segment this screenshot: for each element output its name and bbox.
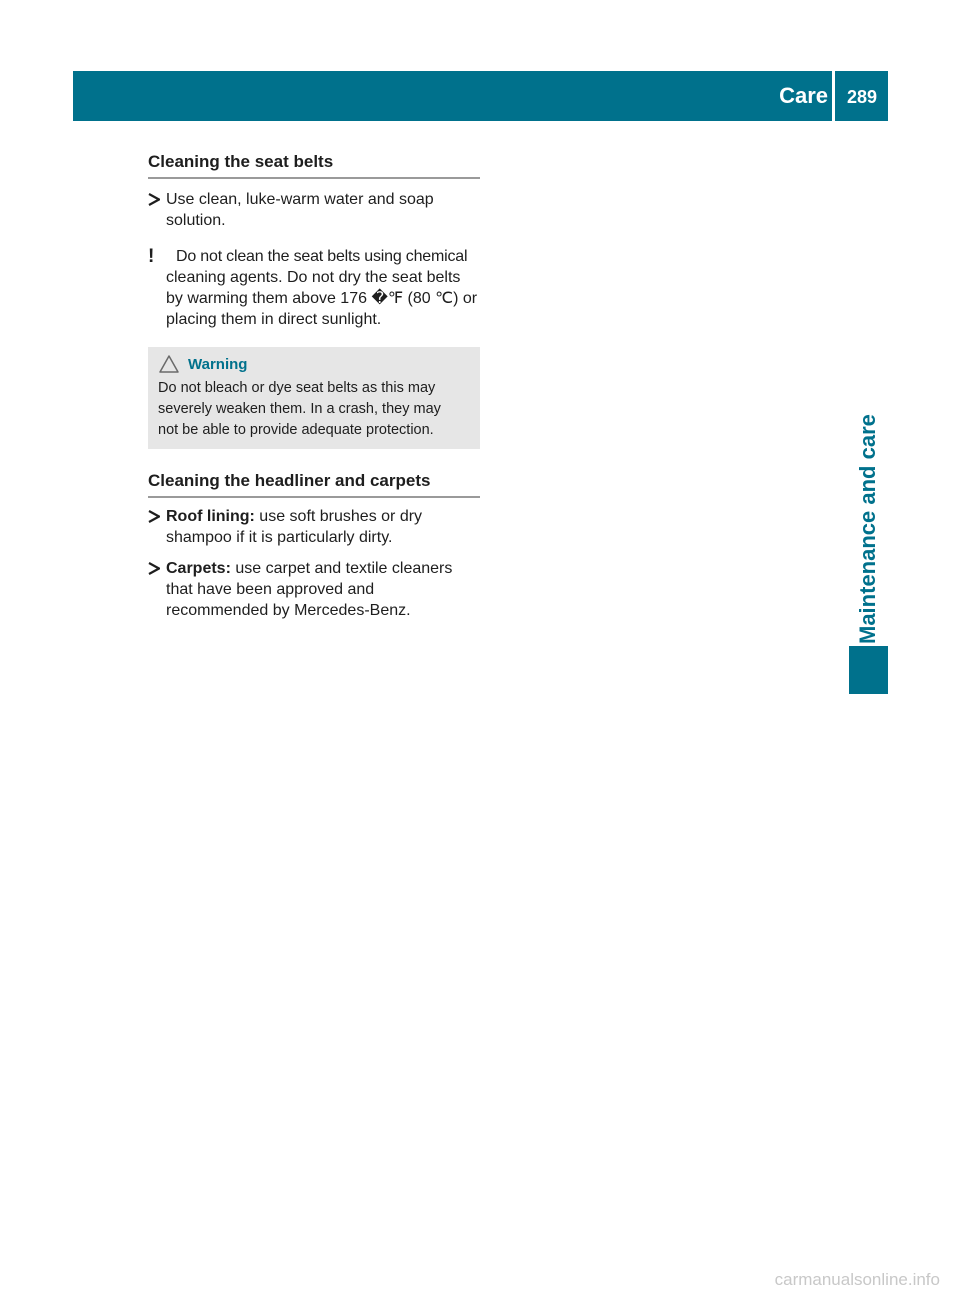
- section-heading-headliner-carpets: Cleaning the headliner and carpets: [148, 467, 480, 498]
- section-title: Care: [779, 83, 828, 108]
- warning-text-line: not be able to provide adequate protection.: [158, 422, 434, 438]
- step-text-line: that have been approved and: [166, 581, 375, 598]
- step-text-line: shampoo if it is particularly dirty.: [166, 529, 393, 546]
- chapter-tab-marker: [849, 646, 888, 694]
- step-text: use carpet and textile cleaners: [230, 560, 453, 577]
- warning-header: [158, 353, 470, 375]
- instruction-step: [148, 506, 480, 548]
- caution-note: [148, 246, 480, 330]
- content-column: [148, 148, 480, 621]
- note-text-line: placing them in direct sunlight.: [166, 311, 382, 328]
- instruction-step: [148, 558, 480, 621]
- step-text-line: [166, 558, 480, 579]
- warning-text-line: severely weaken them. In a crash, they may: [158, 401, 441, 417]
- chapter-tab-label: Maintenance and care: [855, 414, 880, 644]
- warning-triangle-icon: [158, 354, 180, 374]
- header-divider: [832, 71, 835, 121]
- exclamation-icon: !: [148, 246, 155, 267]
- note-text-line: cleaning agents. Do not dry the seat belts: [166, 269, 461, 286]
- note-text-line: by warming them above 176 �℉ (80 ℃) or: [166, 290, 478, 307]
- arrow-right-icon: [148, 510, 160, 523]
- page-number: 289: [846, 87, 878, 107]
- step-label: Roof lining:: [166, 508, 255, 525]
- watermark: carmanualsonline.info: [774, 1270, 940, 1289]
- step-label: Carpets:: [166, 560, 231, 577]
- arrow-right-icon: [148, 562, 160, 575]
- warning-box: [148, 347, 480, 449]
- arrow-right-icon: [148, 193, 160, 206]
- step-text-line: recommended by Mercedes-Benz.: [166, 602, 411, 619]
- note-text-line: Do not clean the seat belts using chemical: [176, 248, 468, 265]
- warning-title: Warning: [188, 355, 248, 373]
- step-text-line: solution.: [166, 212, 226, 229]
- step-text-line: Use clean, luke-warm water and soap: [166, 191, 434, 208]
- step-text-line: [166, 506, 480, 527]
- step-text: use soft brushes or dry: [254, 508, 423, 525]
- section-heading-seat-belts: Cleaning the seat belts: [148, 148, 480, 179]
- warning-text-line: Do not bleach or dye seat belts as this may: [158, 380, 436, 396]
- instruction-step: [148, 189, 480, 231]
